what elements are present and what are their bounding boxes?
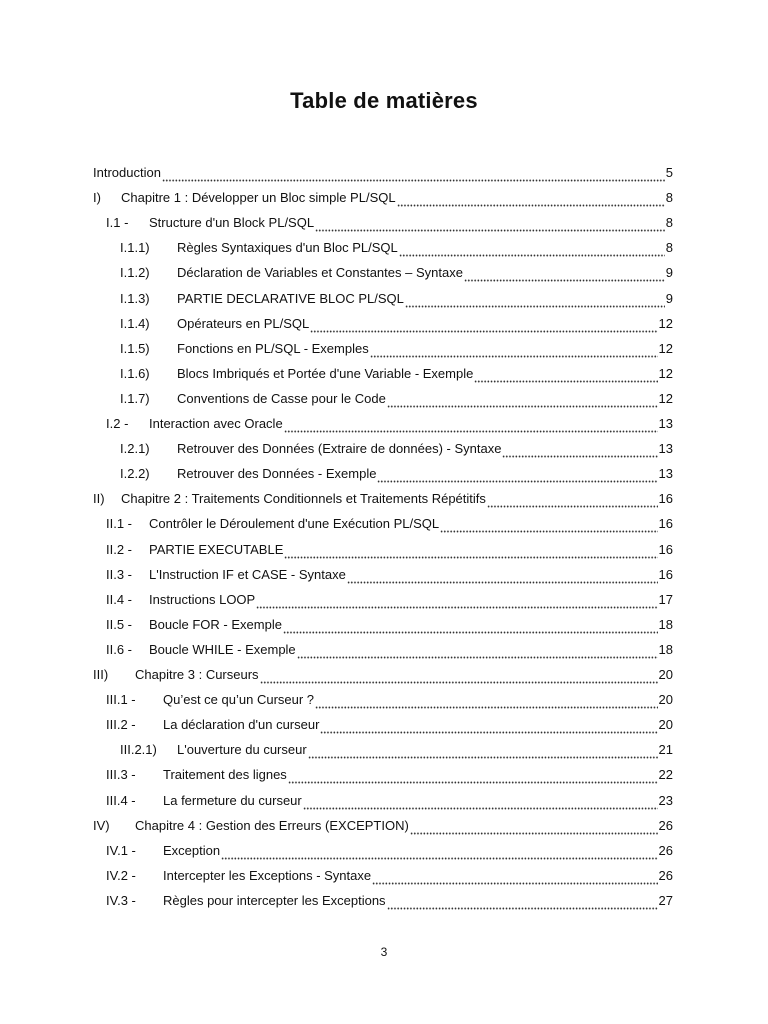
toc-dot-leader [372,867,657,885]
toc-entry[interactable] [106,537,673,562]
toc-entry-number: I.1.7) [120,390,150,406]
toc-entry-label: Chapitre 3 : Curseurs [135,667,259,682]
toc-entry-label: Traitement des lignes [163,767,287,783]
toc-entry-page: 8 [665,240,673,256]
toc-entry-number: IV) [93,817,110,833]
toc-dot-leader [303,792,658,810]
toc-entry-number: III.3 - [106,767,136,783]
toc-entry-label: Introduction [93,165,161,180]
toc-dot-leader [260,666,658,684]
toc-entry-label: Déclaration de Variables et Constantes – Syntaxe [177,265,463,281]
toc-dot-leader [405,290,665,308]
toc-entry-number: IV.3 - [106,892,136,908]
toc-entry-number: IV.1 - [106,842,136,858]
toc-entry[interactable] [106,838,673,863]
toc-entry-label: La déclaration d'un curseur [163,717,320,733]
toc-entry-label: PARTIE EXECUTABLE [149,541,284,557]
toc-dot-leader [399,239,665,257]
toc-dot-leader [162,164,665,182]
toc-entry[interactable] [120,361,673,386]
toc-entry[interactable] [106,210,673,235]
toc-entry-page: 9 [665,290,673,306]
toc-entry-page: 8 [665,215,673,231]
toc-entry[interactable] [106,788,673,813]
toc-entry-number: II.5 - [106,616,133,632]
toc-entry-label: Contrôler le Déroulement d'une Exécution PL/SQL [149,516,440,532]
toc-entry-label: Règles Syntaxiques d'un Bloc PL/SQL [177,240,398,256]
toc-entry[interactable] [93,662,673,687]
toc-dot-leader [284,415,658,433]
toc-dot-leader [410,817,658,835]
toc-dot-leader [288,766,658,784]
toc-entry-page: 23 [658,792,673,808]
toc-entry-label: Exception [163,842,221,858]
toc-entry-number: II) [93,491,105,507]
toc-entry-number: III.2.1) [120,742,157,758]
toc-entry-number: III.4 - [106,792,136,808]
toc-entry-number: II.4 - [106,591,133,607]
toc-entry-page: 16 [658,566,673,582]
toc-entry-label: Retrouver des Données - Exemple [177,466,377,482]
toc-entry-page: 12 [658,340,673,356]
toc-entry[interactable] [120,436,673,461]
toc-entry-label: Chapitre 1 : Développer un Bloc simple PL/SQL [121,190,396,206]
toc-entry-page: 12 [658,315,673,331]
toc-entry[interactable] [120,311,673,336]
toc-entry[interactable] [106,411,673,436]
toc-entry-page: 8 [665,190,673,206]
toc-entry-label: Boucle FOR - Exemple [149,616,282,632]
toc-dot-leader [256,591,657,609]
toc-entry-label: Conventions de Casse pour le Code [177,390,386,406]
toc-entry-number: IV.2 - [106,867,136,883]
toc-entry-number: III.1 - [106,692,136,708]
toc-dot-leader [502,440,657,458]
toc-entry[interactable] [106,587,673,612]
toc-entry-page: 26 [658,867,673,883]
toc-dot-leader [377,465,657,483]
toc-entry-page: 5 [665,165,673,180]
toc-entry-page: 20 [658,667,673,682]
toc-entry-label: Chapitre 2 : Traitements Conditionnels et Traitements Répétitifs [121,491,486,507]
toc-entry-number: I.2 - [106,416,129,431]
toc-entry-page: 20 [658,692,673,708]
toc-entry[interactable] [93,160,673,185]
toc-entry[interactable] [120,336,673,361]
toc-entry-number: I.1.3) [120,290,150,306]
toc-entry[interactable] [106,712,673,737]
toc-entry[interactable] [93,813,673,838]
toc-entry[interactable] [106,562,673,587]
toc-entry-label: Chapitre 4 : Gestion des Erreurs (EXCEPTION) [135,817,409,833]
toc-entry-label: Blocs Imbriqués et Portée d'une Variable - Exemple [177,365,474,381]
document-title: Table de matières [290,88,478,113]
page-number: 3 [380,945,388,959]
toc-entry[interactable] [106,888,673,913]
toc-entry-number: I.2.1) [120,441,150,457]
toc-entry-page: 12 [658,390,673,406]
toc-entry-page: 12 [658,365,673,381]
toc-entry-number: I.2.2) [120,466,150,482]
toc-dot-leader [297,641,658,659]
toc-entry-number: II.6 - [106,641,133,657]
toc-entry-number: I.1.4) [120,315,150,331]
toc-entry-number: III) [93,667,109,682]
toc-entry-number: III.2 - [106,717,136,733]
toc-entry-label: Structure d'un Block PL/SQL [149,215,315,231]
toc-dot-leader [283,616,658,634]
toc-entry[interactable] [120,386,673,411]
toc-entry[interactable] [106,762,673,787]
toc-entry-label: Intercepter les Exceptions - Syntaxe [163,867,372,883]
toc-entry-number: II.2 - [106,541,133,557]
toc-entry[interactable] [120,286,673,311]
toc-entry-page: 9 [665,265,673,281]
toc-entry-number: I.1.6) [120,365,150,381]
toc-entry[interactable] [120,260,673,285]
toc-entry-label: Règles pour intercepter les Exceptions [163,892,386,908]
toc-entry[interactable] [93,486,673,511]
toc-entry-page: 26 [658,817,673,833]
toc-entry-page: 18 [658,641,673,657]
toc-entry[interactable] [93,185,673,210]
toc-entry-page: 18 [658,616,673,632]
toc-dot-leader [315,691,658,709]
toc-dot-leader [284,541,657,559]
toc-entry-page: 27 [658,892,673,908]
toc-entry-page: 21 [658,742,673,758]
toc-entry-label: L'Instruction IF et CASE - Syntaxe [149,566,346,582]
toc-entry-page: 13 [658,441,673,457]
toc-entry-label: Instructions LOOP [149,591,256,607]
toc-entry-label: La fermeture du curseur [163,792,302,808]
toc-entry-number: I.1.2) [120,265,150,281]
toc-entry[interactable] [106,637,673,662]
toc-dot-leader [487,490,658,508]
toc-entry-number: II.1 - [106,516,133,532]
toc-dot-leader [315,214,665,232]
toc-dot-leader [310,315,657,333]
toc-entry[interactable] [106,612,673,637]
toc-entry-page: 20 [658,717,673,733]
toc-entry-number: I.1 - [106,215,129,231]
toc-entry-label: Fonctions en PL/SQL - Exemples [177,340,369,356]
toc-entry-page: 16 [658,491,673,507]
toc-dot-leader [370,340,658,358]
toc-dot-leader [397,189,665,207]
toc-entry-page: 16 [658,516,673,532]
toc-entry[interactable] [120,737,673,762]
toc-entry[interactable] [106,511,673,536]
toc-entry-page: 17 [658,591,673,607]
toc-entry-label: L'ouverture du curseur [177,742,307,758]
toc-entry-number: II.3 - [106,566,133,582]
toc-dot-leader [320,716,657,734]
toc-entry-label: PARTIE DECLARATIVE BLOC PL/SQL [177,290,404,306]
toc-entry-label: Qu’est ce qu’un Curseur ? [163,692,315,708]
toc-entry-label: Retrouver des Données (Extraire de données) - Syntaxe [177,441,502,457]
toc-dot-leader [464,264,665,282]
toc-dot-leader [308,741,658,759]
toc-entry-number: I) [93,190,101,206]
toc-entry-page: 22 [658,767,673,783]
toc-entry-number: I.1.1) [120,240,150,256]
toc-entry[interactable] [106,687,673,712]
toc-entry[interactable] [120,235,673,260]
toc-entry-label: Boucle WHILE - Exemple [149,641,296,657]
toc-dot-leader [440,515,657,533]
toc-entry-label: Opérateurs en PL/SQL [177,315,310,331]
toc-entry-page: 26 [658,842,673,858]
toc-dot-leader [474,365,657,383]
toc-entry-label: Interaction avec Oracle [149,416,283,431]
toc-entry[interactable] [120,461,673,486]
toc-entry-page: 13 [658,416,673,431]
toc-dot-leader [387,390,658,408]
toc-dot-leader [347,566,658,584]
toc-entry-page: 13 [658,466,673,482]
toc-dot-leader [387,892,658,910]
toc-entry[interactable] [106,863,673,888]
toc-entry-number: I.1.5) [120,340,150,356]
toc-dot-leader [221,842,657,860]
toc-entry-page: 16 [658,541,673,557]
